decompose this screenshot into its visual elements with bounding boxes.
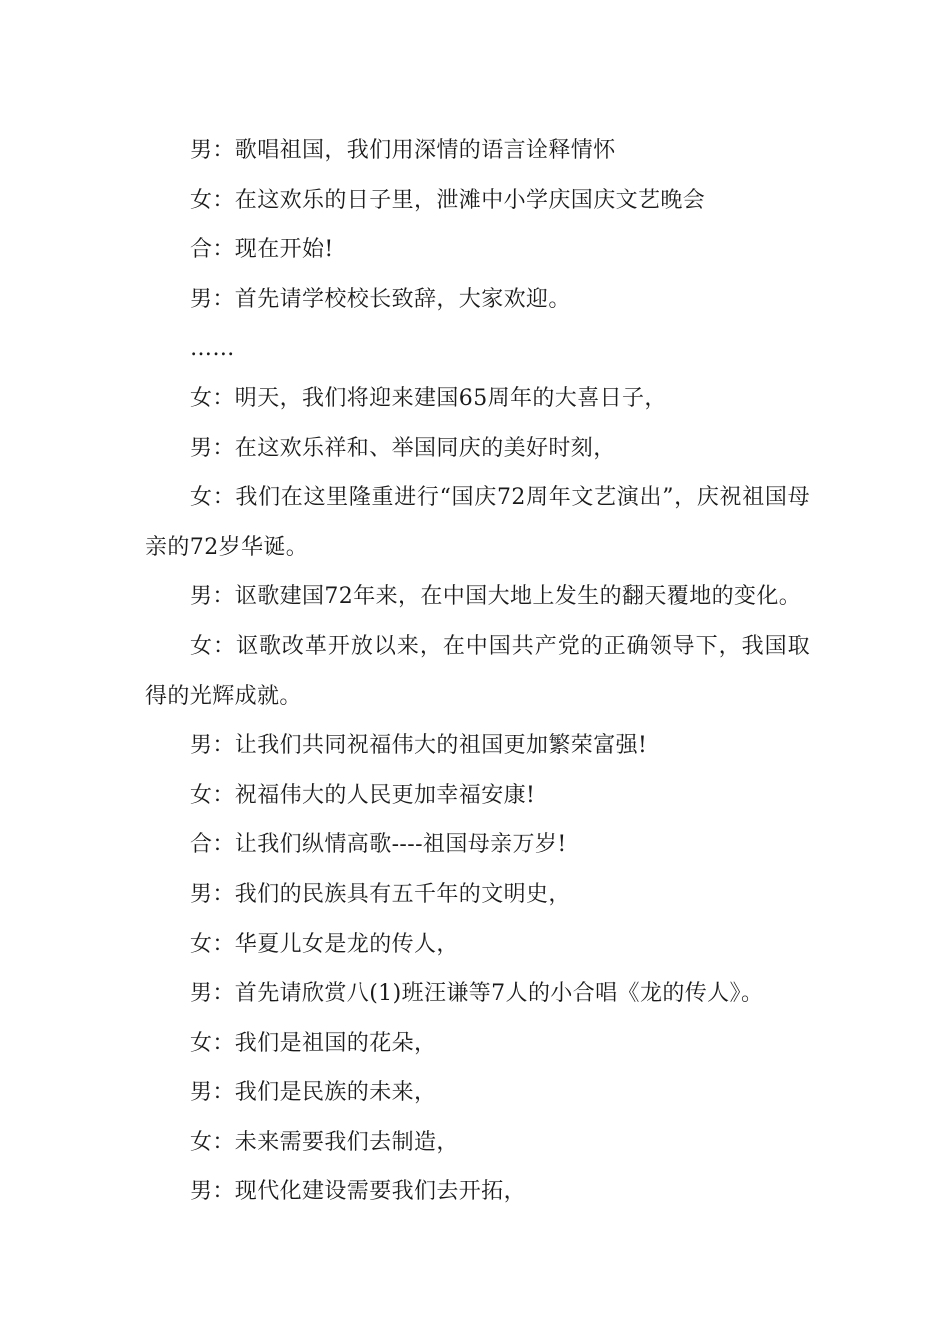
paragraph-12: 女：祝福伟大的人民更加幸福安康! [190,782,536,808]
paragraph-16: 男：首先请欣赏八(1)班汪谦等7人的小合唱《龙的传人》。 [190,981,764,1007]
document-body [145,126,810,1217]
paragraph-8: 女：我们在这里隆重进行“国庆72周年文艺演出”，庆祝祖国母亲的72岁华诞。 [145,485,810,560]
paragraph-5: …… [190,336,235,362]
paragraph-10: 女：讴歌改革开放以来，在中国共产党的正确领导下，我国取得的光辉成就。 [145,633,810,709]
paragraph-2: 女：在这欢乐的日子里，泄滩中小学庆国庆文艺晚会 [190,187,706,213]
paragraph-3: 合：现在开始! [190,237,334,263]
paragraph-1: 男：歌唱祖国，我们用深情的语言诠释情怀 [190,138,616,163]
paragraph-18: 男：我们是民族的未来， [190,1080,437,1106]
paragraph-7: 男：在这欢乐祥和、举国同庆的美好时刻， [190,435,616,461]
paragraph-19: 女：未来需要我们去制造， [190,1129,459,1155]
paragraph-11: 男：让我们共同祝福伟大的祖国更加繁荣富强! [190,733,648,759]
paragraph-9: 男：讴歌建国72年来，在中国大地上发生的翻天覆地的变化。 [190,584,802,610]
paragraph-14: 男：我们的民族具有五千年的文明史， [190,881,571,907]
paragraph-15: 女：华夏儿女是龙的传人， [190,931,459,957]
paragraph-6: 女：明天，我们将迎来建国65周年的大喜日子， [190,385,667,411]
paragraph-20: 男：现代化建设需要我们去开拓， [190,1179,527,1205]
paragraph-4: 男：首先请学校校长致辞，大家欢迎。 [190,286,571,312]
paragraph-17: 女：我们是祖国的花朵， [190,1030,437,1056]
paragraph-13: 合：让我们纵情高歌----祖国母亲万岁! [190,832,567,858]
